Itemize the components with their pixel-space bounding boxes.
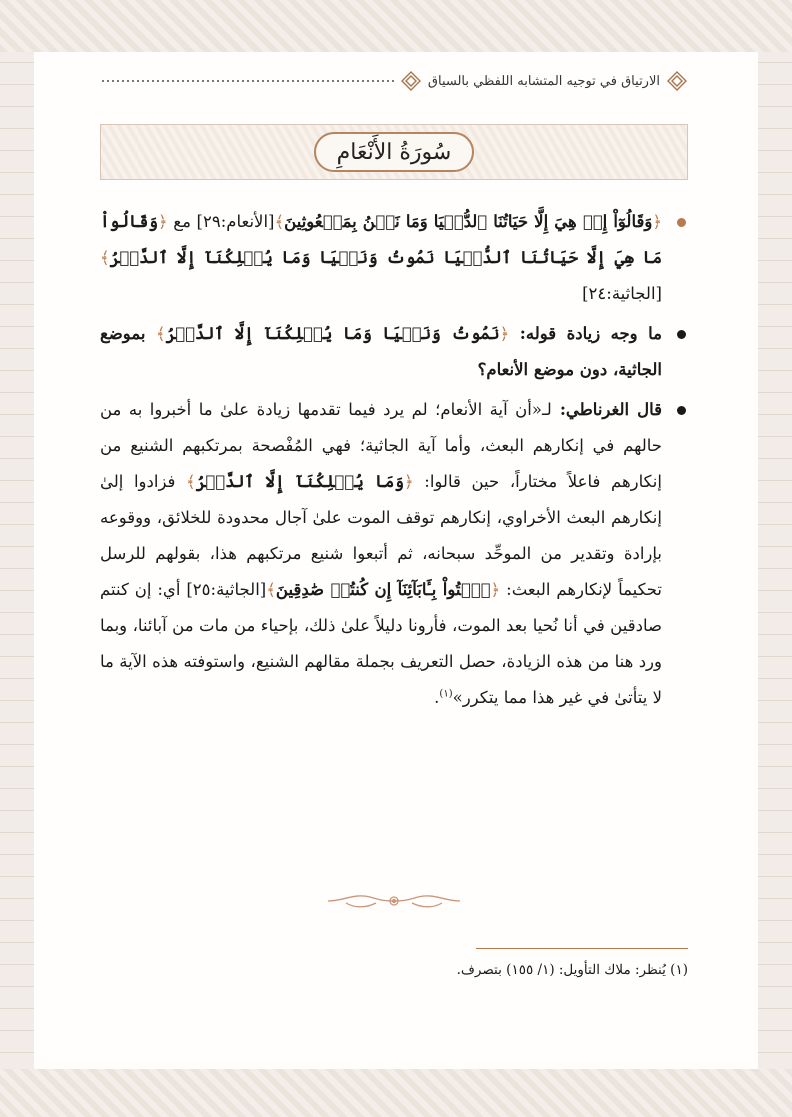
bold-text: وَقَالُوٓاْ إِنۡ هِيَ إِلَّا حَيَاتُنَا ٱلدُّنۡيَا وَمَا نَحۡنُ بِمَبۡعُوثِينَ [284, 212, 653, 231]
bullet-item [100, 204, 688, 312]
ornate-bracket: ﴾ [186, 472, 196, 491]
header-ornament-icon [666, 70, 688, 92]
bullet-text [100, 212, 662, 303]
ornate-bracket: ﴿ [403, 472, 414, 491]
bold-text: وَمَا يُهۡلِكُنَآ إِلَّا ٱلدَّهۡرُ [195, 472, 404, 491]
body-text: [الجاثية:٢٥] أي: إن كنتم صادقين في أنا نُحيا بعد الموت، فأرونا دليلاً علىٰ ذلك، بإحياء من مات من آبائنا، وبما ورد هنا من هذه الزيادة، حصل التعريف بجملة مقالهم الشنيع، واستوفته هذه الآية ما لا يتأتىٰ في غير هذا مما يتكرر» [100, 580, 662, 707]
ornate-bracket: ﴾ [155, 324, 166, 343]
ornate-bracket: ﴿ [158, 212, 168, 231]
surah-banner [100, 124, 688, 180]
bullet-text [100, 324, 662, 379]
bold-text: ما وجه زيادة قوله: [509, 324, 662, 343]
top-decorative-band [0, 0, 792, 52]
bullet-dot-icon [677, 406, 686, 415]
ornate-bracket: ﴿ [652, 212, 663, 231]
bold-text: وَقَالُواْ مَا هِيَ إِلَّا حَيَاتُنَا ٱلدُّنۡيَا نَمُوتُ وَنَحۡيَا وَمَا يُهۡلِكُنَآ إِلَّا ٱلدَّهۡرُ [100, 212, 662, 267]
bottom-decorative-band [0, 1069, 792, 1117]
body-text: لـ«أن آية الأنعام؛ لم يرد فيما تقدمها زيادة علىٰ ما أخبروا به من حالهم في إنكارهم البعث، وأما آية الجاثية؛ فهي المُفْصحة بمرتكبهم الشنيع من إنكارهم فاعلاً مختاراً، حين قالوا: [100, 400, 662, 491]
ornate-bracket: ﴿ [499, 324, 510, 343]
ornate-bracket: ﴿ [490, 580, 501, 599]
right-margin-pattern [758, 52, 792, 1069]
ornate-bracket: ﴾ [100, 248, 110, 267]
body-text: . [434, 688, 440, 707]
bold-text: قال الغرناطي: [551, 400, 662, 419]
footnote-ref: (١) [439, 688, 453, 700]
body-text: [الأنعام:٢٩] مع [167, 212, 275, 231]
running-header [100, 70, 688, 92]
left-margin-pattern [0, 52, 34, 1069]
ornate-bracket: ﴾ [274, 212, 285, 231]
divider-ornament-icon [324, 887, 464, 915]
running-header-title: الارتياق في توجيه المتشابه اللفظي بالسياق [427, 73, 660, 89]
header-ornament-icon [400, 70, 422, 92]
bold-text: نَمُوتُ وَنَحۡيَا وَمَا يُهۡلِكُنَآ إِلَّا ٱلدَّهۡرُ [165, 324, 500, 343]
bold-text: بموضع الجاثية، دون موضع الأنعام؟ [100, 324, 662, 379]
bullet-item [100, 392, 688, 716]
bullet-text [100, 400, 662, 707]
bold-text: ٱئۡتُواْ بِـَٔابَآئِنَآ إِن كُنتُمۡ صَٰدِقِينَ [275, 580, 491, 599]
body-text: [الجاثية:٢٤] [582, 284, 662, 303]
surah-title: سُورَةُ الأَنْعَامِ [314, 132, 474, 172]
ornate-bracket: ﴾ [266, 580, 276, 599]
bullet-item [100, 316, 688, 388]
bullet-dot-icon [677, 218, 686, 227]
footnote-rule [476, 948, 688, 949]
footnote: (١) يُنظر: ملاك التأويل: (١/ ١٥٥) بتصرف. [456, 962, 688, 978]
body-text: فزادوا إلىٰ إنكارهم البعث الأخراوي، إنكارهم توقف الموت علىٰ آجال محدودة للخلائق، ووقوعه بإرادة وتقدير من الموحِّد سبحانه، ثم أتبعوا شنيع مرتكبهم هذا، بقولهم للرسل تحكيماً لإنكارهم البعث: [100, 472, 662, 599]
main-content [100, 204, 688, 720]
header-dotted-rule [100, 80, 394, 82]
bullet-dot-icon [677, 330, 686, 339]
